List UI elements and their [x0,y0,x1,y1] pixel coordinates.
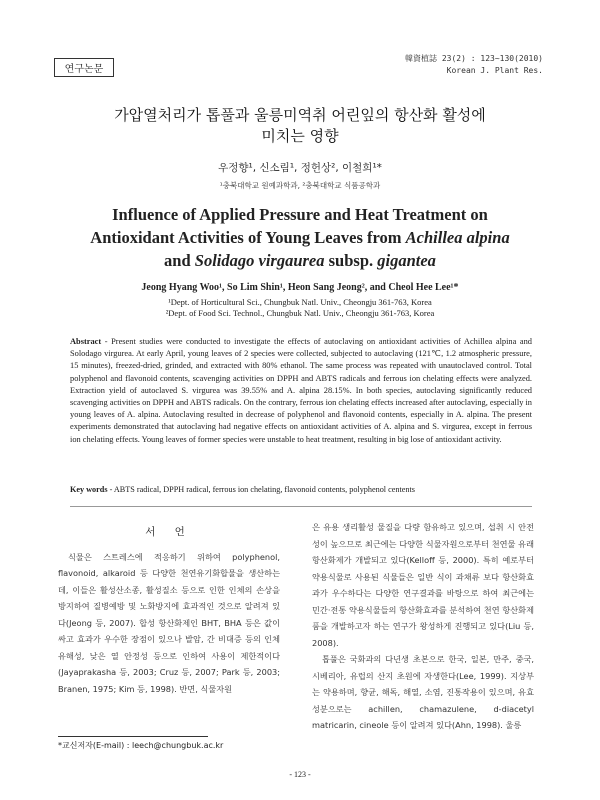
korean-authors: 우정향¹, 신소림¹, 정헌상², 이철희¹* [218,162,382,174]
corresponding-author-footnote: *교신저자(E-mail) : leech@chungbuk.ac.kr [58,741,224,750]
paragraph: 은 유용 생리활성 물질을 다량 함유하고 있으며, 섭취 시 안전성이 높으므로 최근에는 다양한 식물자원으로부터 천연물 유래 항산화제가 개발되고 있다(Kelloff 등, 2000). 특히 예로부터 약용식물로 사용된 식물들은 일반 식이 과채류 보다 항산화효과가 우수하다는 다양한 연구결과를 바탕으로 하여 최근에는 민간·전통 약용식물들의 항산화효과를 분석하여 천연 항산화제품을 개발하고자 하는 연구가 왕성하게 진행되고 있다(Liu 등, 2008). [312,522,534,648]
english-title-line2 [60,226,540,249]
title-text: subsp. [324,251,378,270]
title-text: and [164,251,195,270]
journal-name: Korean J. Plant Res. [446,66,543,75]
abstract-label: Abstract [70,337,102,346]
affiliation-1: ¹Dept. of Horticultural Sci., Chungbuk Natl. Univ., Cheongju 361-763, Korea [168,297,432,307]
journal-volume: 韓資植誌 23(2) : 123~130(2010) [405,54,543,63]
korean-affiliation: ¹충북대학교 원예과학과, ²충북대학교 식품공학과 [219,181,381,190]
english-affiliations [60,297,540,319]
affiliation-2: ²Dept. of Food Sci. Technol., Chungbuk Natl. Univ., Cheongju 361-763, Korea [165,308,435,318]
abstract [70,336,532,446]
page-number: - 123 - [289,770,311,779]
journal-citation [405,53,543,77]
english-title-line3 [60,249,540,272]
article-type-tag: 연구논문 [54,58,114,77]
keywords [70,485,532,494]
subspecies-name: gigantea [377,251,436,270]
paragraph: 톱풀은 국화과의 다년생 초본으로 한국, 일본, 만주, 중국, 시베리아, 유럽의 산지 초원에 자생한다(Lee, 1999). 지상부는 약용하며, 향균, 해독, 해열, 소염, 진통작용이 있으며, 유효성분으로는 achillen, chamazulene, d-diacetyl matricarin, cineole 등이 알려져 있다(Ahn, 1998). 울릉 [312,654,534,730]
section-title: 서 언 [145,526,193,538]
divider [70,506,532,507]
abstract-text: - Present studies were conducted to investigate the effects of autoclaving on antioxidant activities of Achillea alpina and Solodago virgurea. At early April, young leaves of 2 species were collected, subjected to autoclaving (121℃, 1.2 atmospheric pressure, 15 minutes), freezed-dried, grinded, and extracted with 80% ethanol. The same process was repeated with unautoclaved control. Total polyphenol and flavonoid contents, scavenging activities on DPPH and ABTS radicals and ferrous ion chelating effects were analyzed. Extraction yield of autoclaved S. virgurea was 39.55% and A. alpina 28.15%. In both species, autoclaving significantly reduced scavenging activities on DPPH and ABTS radicals. On the contrary, ferrous ion chelating effects increased after autoclaving, especially in young leaves of A. alpina. Autoclaving resulted in decrease of polyphenol and flavonoid contents, especially in A. alpina. The present experiments demonstrated that autoclaving had negative effects on antioxidant activities of A. alpina and S. virgurea, except in ferrous ion chelating effects. Young leaves of former species were unstable to heat treatment, resulting in big lose of antioxidant activity. [70,337,532,444]
korean-title-line1: 가압열처리가 톱풀과 울릉미역취 어린잎의 항산화 활성에 [114,106,486,124]
keywords-label: Key words [70,485,108,494]
korean-title [60,105,540,147]
english-title [60,203,540,272]
korean-title-line2: 미치는 영향 [261,127,339,145]
species-name: Achillea alpina [405,228,510,247]
body-column-left [58,520,280,697]
english-authors: Jeong Hyang Woo¹, So Lim Shin¹, Heon Sang Jeong², and Cheol Hee Lee¹* [141,282,459,293]
footnote-divider [58,736,208,737]
body-column-right [312,519,534,734]
paragraph: 식물은 스트레스에 적응하기 위하여 polyphenol, flavonoid, alkaroid 등 다양한 천연유기화합물을 생산하는데, 이들은 활성산소종, 활성질소 등으로 인한 인체의 손상을 방지하여 질병예방 및 노화방지에 효과적인 것으로 알려져 있다(Jeong 등, 2007). 합성 항산화제인 BHT, BHA 등은 값이 싸고 효과가 우수한 장점이 있으나 발암, 간 비대증 등의 인체 유해성, 낮은 열 안정성 등으로 인하여 사용이 제한적이다(Jayaprakasha 등, 2003; Cruz 등, 2007; Park 등, 2003; Branen, 1975; Kim 등, 1998). 반면, 식물자원 [58,551,280,694]
title-text: Antioxidant Activities of Young Leaves from [90,228,406,247]
species-name: Solidago virgaurea [194,251,325,270]
english-title-line1: Influence of Applied Pressure and Heat Treatment on [112,205,488,224]
keywords-text: - ABTS radical, DPPH radical, ferrous ion chelating, flavonoid contents, polyphenol centents [107,485,415,494]
